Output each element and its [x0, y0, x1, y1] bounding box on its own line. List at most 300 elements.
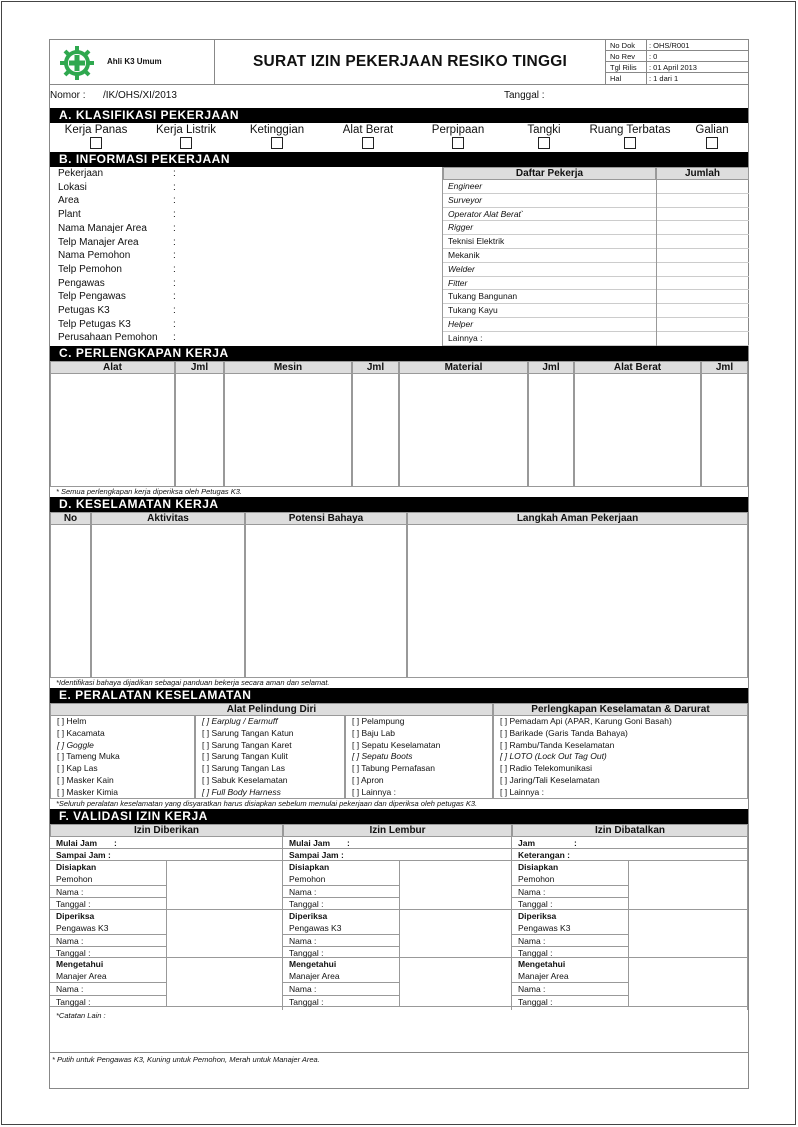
start-time-row[interactable]	[512, 837, 748, 849]
start-time-row[interactable]	[50, 837, 283, 849]
info-field-label: Nama Manajer Area	[58, 222, 147, 234]
signature-line[interactable]	[283, 982, 399, 994]
safety-equipment-item[interactable]: [ ] Rambu/Tanda Keselamatan	[500, 739, 615, 750]
worker-type: Operator Alat Berat`	[448, 208, 524, 219]
signature-line[interactable]	[512, 946, 628, 958]
info-field-row[interactable]	[50, 263, 442, 277]
signature-line-label: Tanggal :	[56, 899, 91, 910]
info-field-label: Plant	[58, 209, 81, 221]
classification-option[interactable]	[324, 123, 412, 152]
end-time-row[interactable]	[50, 849, 283, 861]
classification-label: Ruang Terbatas	[589, 124, 671, 136]
info-field-label: Petugas K3	[58, 305, 110, 316]
worker-row[interactable]	[443, 290, 749, 304]
signature-line	[512, 958, 628, 970]
signature-line-label: Pemohon	[56, 874, 93, 885]
signature-line-label: Disiapkan	[56, 862, 97, 872]
k3-cross-gear-icon	[59, 45, 95, 81]
signature-line[interactable]	[50, 934, 166, 946]
start-time-label: Jam	[518, 838, 536, 848]
info-field-colon: :	[173, 277, 176, 289]
info-field-row[interactable]	[50, 208, 442, 222]
safety-equipment-item[interactable]: [ ] Kap Las	[57, 763, 98, 774]
safety-equipment-item[interactable]: [ ] Kacamata	[57, 727, 105, 738]
safety-equipment-item[interactable]: [ ] Baju Lab	[352, 727, 396, 738]
signature-line	[283, 861, 399, 873]
signature-line-label: Mengetahui	[518, 959, 566, 970]
signature-line	[50, 910, 166, 922]
classification-checkbox[interactable]	[362, 137, 374, 149]
classification-option[interactable]	[676, 123, 748, 152]
signature-box[interactable]	[628, 910, 748, 959]
signature-line[interactable]	[50, 982, 166, 994]
signature-line-label: Tanggal :	[56, 996, 91, 1007]
info-field-row[interactable]	[50, 181, 442, 195]
safety-equipment-item[interactable]: [ ] Barikade (Garis Tanda Bahaya)	[500, 727, 628, 738]
info-field-colon: :	[173, 332, 176, 344]
doc-info-row	[606, 51, 749, 62]
signature-line-label: Manajer Area	[289, 971, 340, 982]
classification-label: Galian	[695, 124, 729, 136]
worker-type: Surveyor	[448, 194, 483, 205]
info-field-row[interactable]	[50, 318, 442, 332]
signature-line	[512, 910, 628, 922]
equipment-col-header: Jml	[352, 361, 399, 374]
doc-info-label: No Dok	[610, 41, 636, 50]
signature-block	[512, 958, 748, 1007]
signature-line-label: Nama :	[56, 935, 84, 946]
signature-block	[50, 958, 283, 1007]
classification-checkbox[interactable]	[180, 137, 192, 149]
signature-line-label: Nama :	[56, 887, 84, 898]
start-time-row[interactable]	[283, 837, 512, 849]
worker-row[interactable]	[443, 208, 749, 222]
signature-line[interactable]	[283, 897, 399, 909]
signature-line	[512, 970, 628, 982]
safety-equipment-item[interactable]: [ ] Sarung Tangan Karet	[202, 739, 292, 750]
info-field-row[interactable]	[50, 277, 442, 291]
validation-col-header: Izin Dibatalkan	[512, 824, 748, 837]
section-c-header: C. PERLENGKAPAN KERJA	[50, 346, 748, 361]
equipment-col-header: Alat	[50, 361, 175, 374]
safety-equipment-item[interactable]: [ ] LOTO (Lock Out Tag Out)	[500, 751, 607, 762]
worker-count-cell[interactable]	[656, 290, 657, 304]
page-title: SURAT IZIN PEKERJAAN RESIKO TINGGI	[253, 53, 567, 70]
safety-equipment-list	[50, 716, 748, 799]
signature-line[interactable]	[512, 982, 628, 994]
validation-column	[283, 824, 512, 1010]
worker-type: Fitter	[448, 277, 468, 288]
worker-count-cell[interactable]	[656, 318, 657, 332]
info-field-row[interactable]	[50, 222, 442, 236]
worker-type: Welder	[448, 263, 475, 274]
signature-line-label: Pemohon	[289, 874, 326, 885]
worker-count-cell[interactable]	[656, 180, 657, 194]
equipment-col-header: Jml	[175, 361, 224, 374]
signature-line-label: Manajer Area	[56, 971, 107, 982]
signature-line	[50, 873, 166, 885]
safety-equipment-item[interactable]: [ ] Pelampung	[352, 716, 405, 726]
equipment-col-cell[interactable]	[701, 374, 748, 487]
nomor-label: Nomor :	[50, 90, 86, 101]
info-field-label: Telp Petugas K3	[58, 318, 131, 330]
signature-block	[512, 861, 748, 910]
doc-info-value: : 1 dari 1	[646, 73, 678, 84]
start-time-colon: :	[114, 838, 117, 848]
start-time-colon: :	[574, 838, 577, 848]
worker-row[interactable]	[443, 194, 749, 208]
signature-line-label: Tanggal :	[289, 948, 324, 959]
classification-label: Alat Berat	[342, 124, 394, 136]
safety-equipment-item[interactable]: [ ] Apron	[352, 775, 384, 785]
section-d-header: D. KESELAMATAN KERJA	[50, 497, 748, 512]
signature-line-label: Manajer Area	[518, 971, 569, 982]
signature-line-label: Nama :	[518, 887, 546, 898]
signature-line	[512, 861, 628, 873]
classification-checkbox[interactable]	[706, 137, 718, 149]
equipment-safety-note: *Seluruh peralatan keselamatan yang disyaratkan harus disiapkan sebelum memulai pekerjaan dan diperiksa oleh petugas K3.	[56, 799, 478, 808]
signature-line[interactable]	[512, 995, 628, 1007]
doc-info-value: : 0	[646, 51, 657, 62]
info-field-label: Lokasi	[58, 181, 87, 193]
info-field-row[interactable]	[50, 331, 442, 345]
worker-header: Daftar Pekerja	[443, 167, 656, 180]
worker-row[interactable]	[443, 235, 749, 249]
signature-block	[50, 861, 283, 910]
equipment-col-header: Jml	[701, 361, 748, 374]
jumlah-header: Jumlah	[656, 167, 749, 180]
classification-option[interactable]	[230, 123, 324, 152]
validation-col-header: Izin Lembur	[283, 824, 512, 837]
equipment-table	[50, 361, 748, 487]
classification-option[interactable]	[50, 123, 142, 152]
validation-column	[50, 824, 283, 1010]
classification-label: Perpipaan	[431, 124, 485, 136]
signature-line[interactable]	[512, 934, 628, 946]
worker-count-cell[interactable]	[656, 263, 657, 277]
signature-line-label: Tanggal :	[56, 948, 91, 959]
safety-equipment-item[interactable]: [ ] Pemadam Api (APAR, Karung Goni Basah)	[500, 716, 672, 726]
signature-box[interactable]	[166, 958, 283, 1007]
signature-box[interactable]	[628, 958, 748, 1007]
signature-line-label: Pemohon	[518, 874, 555, 885]
safety-equipment-item[interactable]: [ ] Sarung Tangan Las	[202, 763, 286, 774]
info-field-colon: :	[173, 209, 176, 221]
safety-col-cell[interactable]	[50, 525, 91, 678]
info-field-label: Pengawas	[58, 277, 105, 289]
doc-info-label: Tgl Rilis	[610, 63, 637, 72]
worker-row[interactable]	[443, 263, 749, 277]
equipment-col-cell[interactable]	[528, 374, 574, 487]
info-field-colon: :	[173, 168, 176, 179]
info-field-colon: :	[173, 305, 176, 316]
signature-line	[283, 922, 399, 934]
start-time-label: Mulai Jam	[289, 838, 331, 848]
equipment-col-header: Alat Berat	[574, 361, 701, 374]
signature-line-label: Nama :	[518, 984, 546, 995]
classification-label: Ketinggian	[249, 124, 305, 136]
signature-line[interactable]	[283, 946, 399, 958]
classification-label: Kerja Listrik	[155, 124, 217, 136]
safety-col-cell[interactable]	[91, 525, 245, 678]
signature-block	[283, 958, 512, 1007]
signature-line[interactable]	[512, 885, 628, 897]
info-field-colon: :	[173, 236, 176, 248]
signature-block	[512, 910, 748, 959]
signature-line	[283, 970, 399, 982]
end-time-label: Sampai Jam :	[289, 850, 344, 860]
safety-equipment-column	[50, 716, 195, 799]
classification-option[interactable]	[412, 123, 504, 152]
footer-note: * Putih untuk Pengawas K3, Kuning untuk Pemohon, Merah untuk Manajer Area.	[52, 1055, 320, 1064]
classification-option[interactable]	[504, 123, 584, 152]
safety-equipment-item[interactable]: [ ] Helm	[57, 716, 87, 726]
signature-box[interactable]	[399, 958, 512, 1007]
safety-equipment-item[interactable]: [ ] Sepatu Boots	[352, 751, 413, 762]
signature-line-label: Tanggal :	[289, 899, 324, 910]
info-field-colon: :	[173, 318, 176, 330]
end-time-label: Sampai Jam :	[56, 850, 111, 860]
classification-label: Tangki	[527, 124, 561, 136]
worker-count-cell[interactable]	[656, 208, 657, 222]
info-field-colon: :	[173, 263, 176, 275]
classification-option[interactable]	[584, 123, 676, 152]
info-field-label: Area	[58, 195, 80, 207]
permit-form	[49, 39, 749, 1089]
equipment-col-header: Mesin	[224, 361, 352, 374]
equipment-col-cell[interactable]	[574, 374, 701, 487]
doc-info-row	[606, 40, 749, 51]
safety-equipment-item[interactable]: [ ] Sarung Tangan Kulit	[202, 751, 288, 762]
info-field-label: Perusahaan Pemohon	[58, 332, 158, 344]
equipment-col-cell[interactable]	[352, 374, 399, 487]
signature-line-label: Nama :	[289, 887, 317, 898]
worker-row[interactable]	[443, 221, 749, 235]
info-field-row[interactable]	[50, 167, 442, 181]
signature-line-label: Tanggal :	[518, 899, 553, 910]
signature-line[interactable]	[283, 995, 399, 1007]
safety-col-cell[interactable]	[245, 525, 407, 678]
worker-count-cell[interactable]	[656, 249, 657, 263]
safety-equipment-column	[493, 716, 748, 799]
validation-table	[50, 824, 748, 1010]
doc-info-value: : OHS/R001	[646, 40, 689, 51]
classification-checkbox[interactable]	[538, 137, 550, 149]
info-field-colon: :	[173, 222, 176, 234]
classification-checkbox[interactable]	[271, 137, 283, 149]
safety-equipment-item[interactable]: [ ] Sabuk Keselamatan	[202, 775, 288, 785]
classification-checkbox[interactable]	[624, 137, 636, 149]
worker-type: Tukang Kayu	[448, 305, 498, 316]
signature-line-label: Diperiksa	[56, 910, 95, 921]
signature-box[interactable]	[166, 861, 283, 910]
signature-line-label: Nama :	[289, 935, 317, 946]
worker-row[interactable]	[443, 249, 749, 263]
end-time-row[interactable]	[512, 849, 748, 861]
worker-type: Rigger	[448, 222, 474, 233]
catatan-label: *Catatan Lain :	[56, 1011, 106, 1020]
signature-box[interactable]	[166, 910, 283, 959]
worker-row[interactable]	[443, 332, 749, 346]
worker-row[interactable]	[443, 180, 749, 194]
worker-count-cell[interactable]	[656, 194, 657, 208]
doc-info-row	[606, 62, 749, 73]
signature-line-label: Tanggal :	[518, 996, 553, 1007]
section-e-header: E. PERALATAN KESELAMATAN	[50, 688, 748, 703]
signature-line-label: Disiapkan	[289, 862, 330, 872]
signature-line-label: Mengetahui	[56, 959, 104, 970]
worker-row[interactable]	[443, 304, 749, 318]
equipment-note: * Semua perlengkapan kerja diperiksa oleh Petugas K3.	[56, 487, 242, 496]
safety-equipment-item[interactable]: [ ] Masker Kain	[57, 775, 114, 785]
worker-type: Teknisi Elektrik	[448, 236, 505, 247]
worker-count-cell[interactable]	[656, 221, 657, 235]
safety-equipment-item[interactable]: [ ] Lainnya :	[500, 786, 544, 797]
tanggal-label: Tanggal :	[504, 90, 545, 101]
nomor-value: /IK/OHS/XI/2013	[103, 90, 177, 101]
signature-line-label: Tanggal :	[518, 948, 553, 959]
info-field-label: Telp Pengawas	[58, 291, 126, 303]
signature-block	[283, 910, 512, 959]
signature-line-label: Pengawas K3	[289, 922, 342, 933]
signature-line-label: Diperiksa	[518, 910, 557, 921]
company-block	[50, 40, 215, 84]
safety-equipment-item[interactable]: [ ] Jaring/Tali Keselamatan	[500, 775, 600, 785]
safety-equipment-item[interactable]: [ ] Masker Kimia	[57, 786, 118, 797]
signature-line-label: Mengetahui	[289, 959, 337, 970]
doc-info-value: : 01 April 2013	[646, 62, 697, 73]
worker-count-cell[interactable]	[656, 277, 657, 291]
worker-row[interactable]	[443, 318, 749, 332]
company-name: Ahli K3 Umum	[107, 57, 162, 66]
signature-line	[512, 922, 628, 934]
classification-checkbox[interactable]	[90, 137, 102, 149]
safety-equipment-item[interactable]: [ ] Tabung Pernafasan	[352, 763, 436, 774]
safety-table	[50, 512, 748, 678]
worker-list	[442, 167, 748, 346]
signature-line-label: Pengawas K3	[56, 922, 109, 933]
safety-equipment-item[interactable]: [ ] Tameng Muka	[57, 751, 120, 762]
doc-info-row	[606, 73, 749, 84]
safety-equipment-item[interactable]: [ ] Goggle	[57, 739, 94, 750]
safety-col-header: No	[50, 512, 91, 525]
safety-col-header: Aktivitas	[91, 512, 245, 525]
info-field-label: Nama Pemohon	[58, 250, 131, 262]
safety-equipment-column	[345, 716, 493, 799]
worker-type: Lainnya :	[448, 332, 483, 343]
equipment-col-cell[interactable]	[399, 374, 528, 487]
classification-option[interactable]	[142, 123, 230, 152]
info-field-row[interactable]	[50, 194, 442, 208]
doc-info	[605, 40, 748, 84]
worker-type: Engineer	[448, 181, 483, 191]
signature-line-label: Nama :	[289, 984, 317, 995]
signature-line[interactable]	[50, 897, 166, 909]
info-field-label: Telp Manajer Area	[58, 236, 139, 248]
equipment-col-header: Jml	[528, 361, 574, 374]
classification-row	[50, 123, 748, 152]
info-field-colon: :	[173, 181, 176, 193]
worker-row[interactable]	[443, 277, 749, 291]
emergency-header: Perlengkapan Keselamatan & Darurat	[493, 703, 748, 716]
equipment-col-cell[interactable]	[224, 374, 352, 487]
safety-equipment-item[interactable]: [ ] Radio Telekomunikasi	[500, 763, 592, 774]
signature-line-label: Diperiksa	[289, 910, 328, 921]
signature-line-label: Tanggal :	[289, 996, 324, 1007]
worker-count-cell[interactable]	[656, 304, 657, 318]
worker-count-cell[interactable]	[656, 332, 657, 346]
signature-line	[50, 922, 166, 934]
end-time-label: Keterangan :	[518, 850, 570, 860]
signature-line-label: Pengawas K3	[518, 922, 571, 933]
info-field-row[interactable]	[50, 236, 442, 250]
doc-info-label: Hal	[610, 74, 622, 83]
end-time-row[interactable]	[283, 849, 512, 861]
info-field-row[interactable]	[50, 290, 442, 304]
info-field-colon: :	[173, 250, 176, 262]
info-field-colon: :	[173, 195, 176, 207]
safety-col-header: Langkah Aman Pekerjaan	[407, 512, 748, 525]
signature-line[interactable]	[50, 946, 166, 958]
signature-line-label: Disiapkan	[518, 862, 559, 872]
worker-type: Mekanik	[448, 250, 480, 260]
start-time-colon: :	[347, 838, 350, 848]
info-field-row[interactable]	[50, 249, 442, 263]
worker-type: Tukang Bangunan	[448, 291, 518, 302]
signature-line	[50, 970, 166, 982]
apd-header: Alat Pelindung Diri	[50, 703, 493, 716]
signature-line[interactable]	[283, 885, 399, 897]
signature-line	[512, 873, 628, 885]
signature-line	[283, 910, 399, 922]
section-a-header: A. KLASIFIKASI PEKERJAAN	[50, 108, 748, 123]
divider	[50, 1052, 748, 1053]
worker-count-cell[interactable]	[656, 235, 657, 249]
safety-equipment-item[interactable]: [ ] Full Body Harness	[202, 786, 281, 797]
signature-line	[50, 861, 166, 873]
safety-equipment-item[interactable]: [ ] Sepatu Keselamatan	[352, 739, 441, 750]
safety-note: *Identifikasi bahaya dijadikan sebagai panduan bekerja secara aman dan selamat.	[56, 678, 330, 687]
info-field-row[interactable]	[50, 304, 442, 318]
validation-column	[512, 824, 748, 1010]
safety-col-cell[interactable]	[407, 525, 748, 678]
equipment-col-cell[interactable]	[175, 374, 224, 487]
safety-col-header: Potensi Bahaya	[245, 512, 407, 525]
signature-line-label: Nama :	[56, 984, 84, 995]
signature-box[interactable]	[399, 861, 512, 910]
signature-line[interactable]	[283, 934, 399, 946]
signature-line[interactable]	[50, 995, 166, 1007]
safety-equipment-item[interactable]: [ ] Sarung Tangan Katun	[202, 727, 294, 738]
validation-col-header: Izin Diberikan	[50, 824, 283, 837]
signature-box[interactable]	[399, 910, 512, 959]
classification-label: Kerja Panas	[64, 124, 128, 136]
safety-equipment-item[interactable]: [ ] Earplug / Earmuff	[202, 716, 278, 726]
signature-line[interactable]	[50, 885, 166, 897]
info-field-label: Telp Pemohon	[58, 263, 122, 275]
signature-line	[283, 958, 399, 970]
signature-block	[283, 861, 512, 910]
equipment-col-header: Material	[399, 361, 528, 374]
signature-box[interactable]	[628, 861, 748, 910]
doc-info-label: No Rev	[610, 52, 636, 61]
signature-line[interactable]	[512, 897, 628, 909]
safety-equipment-item[interactable]: [ ] Lainnya :	[352, 786, 396, 797]
form-header	[50, 40, 748, 85]
equipment-col-cell[interactable]	[50, 374, 175, 487]
classification-checkbox[interactable]	[452, 137, 464, 149]
safety-equipment-column	[195, 716, 345, 799]
